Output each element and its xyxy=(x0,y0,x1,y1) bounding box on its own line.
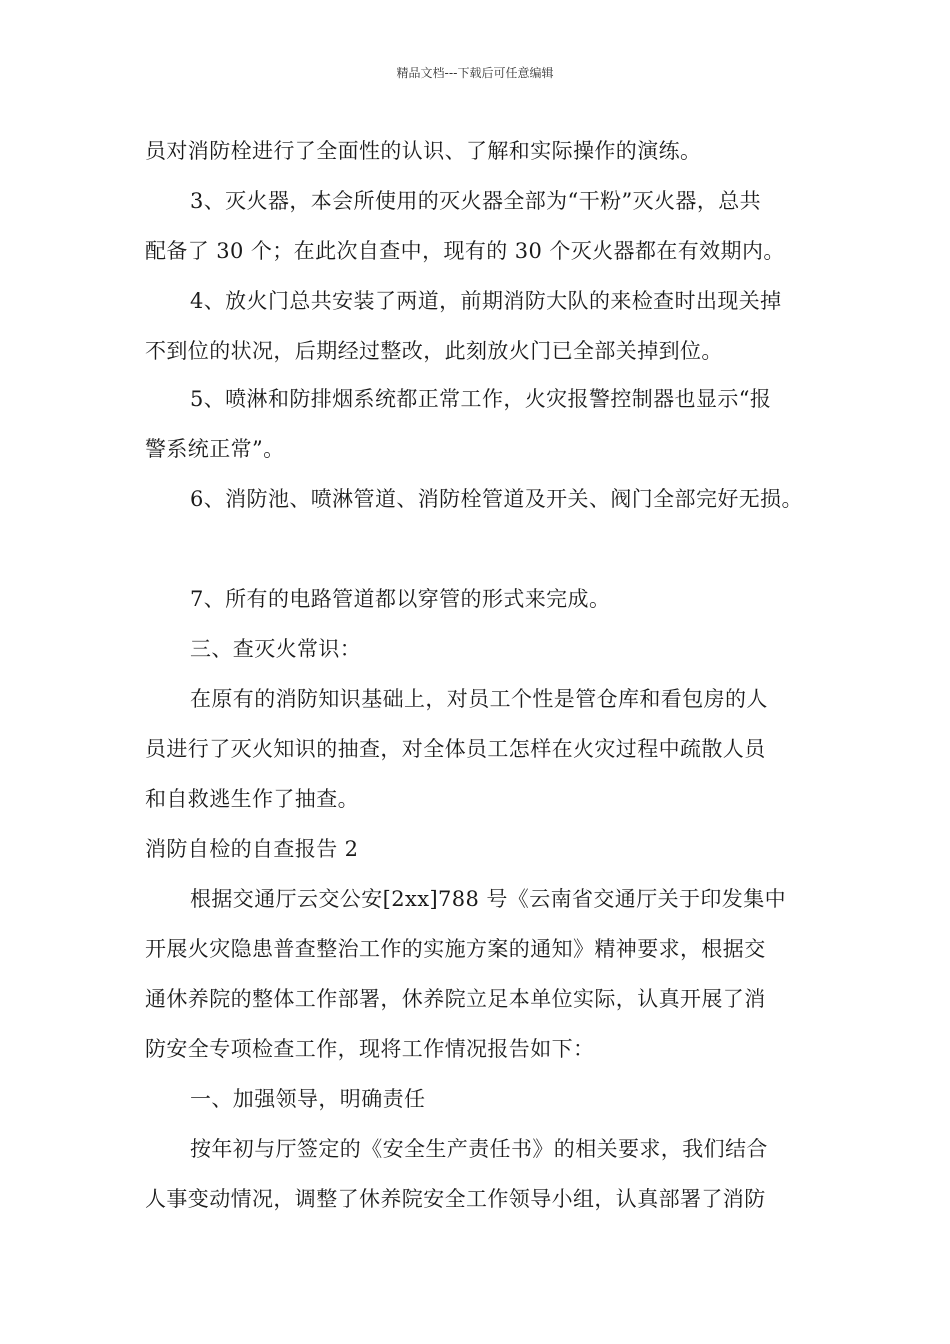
text-line: 人事变动情况，调整了休养院安全工作领导小组，认真部署了消防 xyxy=(145,1187,766,1211)
text-line: 和自救逃生作了抽查。 xyxy=(145,787,359,811)
text-line: 不到位的状况，后期经过整改，此刻放火门已全部关掉到位。 xyxy=(145,339,723,363)
text-line: 配备了 30 个；在此次自查中，现有的 30 个灭火器都在有效期内。 xyxy=(145,239,785,263)
section-heading: 三、查灭火常识： xyxy=(190,637,362,661)
text-line: 警系统正常”。 xyxy=(145,437,285,461)
text-line: 防安全专项检查工作，现将工作情况报告如下： xyxy=(145,1037,595,1061)
text-line: 员对消防栓进行了全面性的认识、了解和实际操作的演练。 xyxy=(145,139,702,163)
report-title: 消防自检的自查报告 2 xyxy=(145,837,359,861)
text-line: 3、灭火器，本会所使用的灭火器全部为“干粉”灭火器，总共 xyxy=(190,189,762,213)
text-line: 5、喷淋和防排烟系统都正常工作，火灾报警控制器也显示“报 xyxy=(190,387,772,411)
page-header: 精品文档---下载后可任意编辑 xyxy=(396,66,554,80)
text-line: 在原有的消防知识基础上，对员工个性是管仓库和看包房的人 xyxy=(190,687,768,711)
text-line: 按年初与厅签定的《安全生产责任书》的相关要求，我们结合 xyxy=(190,1137,768,1161)
text-line: 通休养院的整体工作部署，休养院立足本单位实际，认真开展了消 xyxy=(145,987,766,1011)
text-line: 根据交通厅云交公安[2xx]788 号《云南省交通厅关于印发集中 xyxy=(190,887,786,911)
text-line: 开展火灾隐患普查整治工作的实施方案的通知》精神要求，根据交 xyxy=(145,937,766,961)
text-line: 4、放火门总共安装了两道，前期消防大队的来检查时出现关掉 xyxy=(190,289,782,313)
text-line: 员进行了灭火知识的抽查，对全体员工怎样在火灾过程中疏散人员 xyxy=(145,737,766,761)
section-heading: 一、加强领导，明确责任 xyxy=(190,1087,426,1111)
text-line: 6、消防池、喷淋管道、消防栓管道及开关、阀门全部完好无损。 xyxy=(190,487,803,511)
text-line: 7、所有的电路管道都以穿管的形式来完成。 xyxy=(190,587,611,611)
